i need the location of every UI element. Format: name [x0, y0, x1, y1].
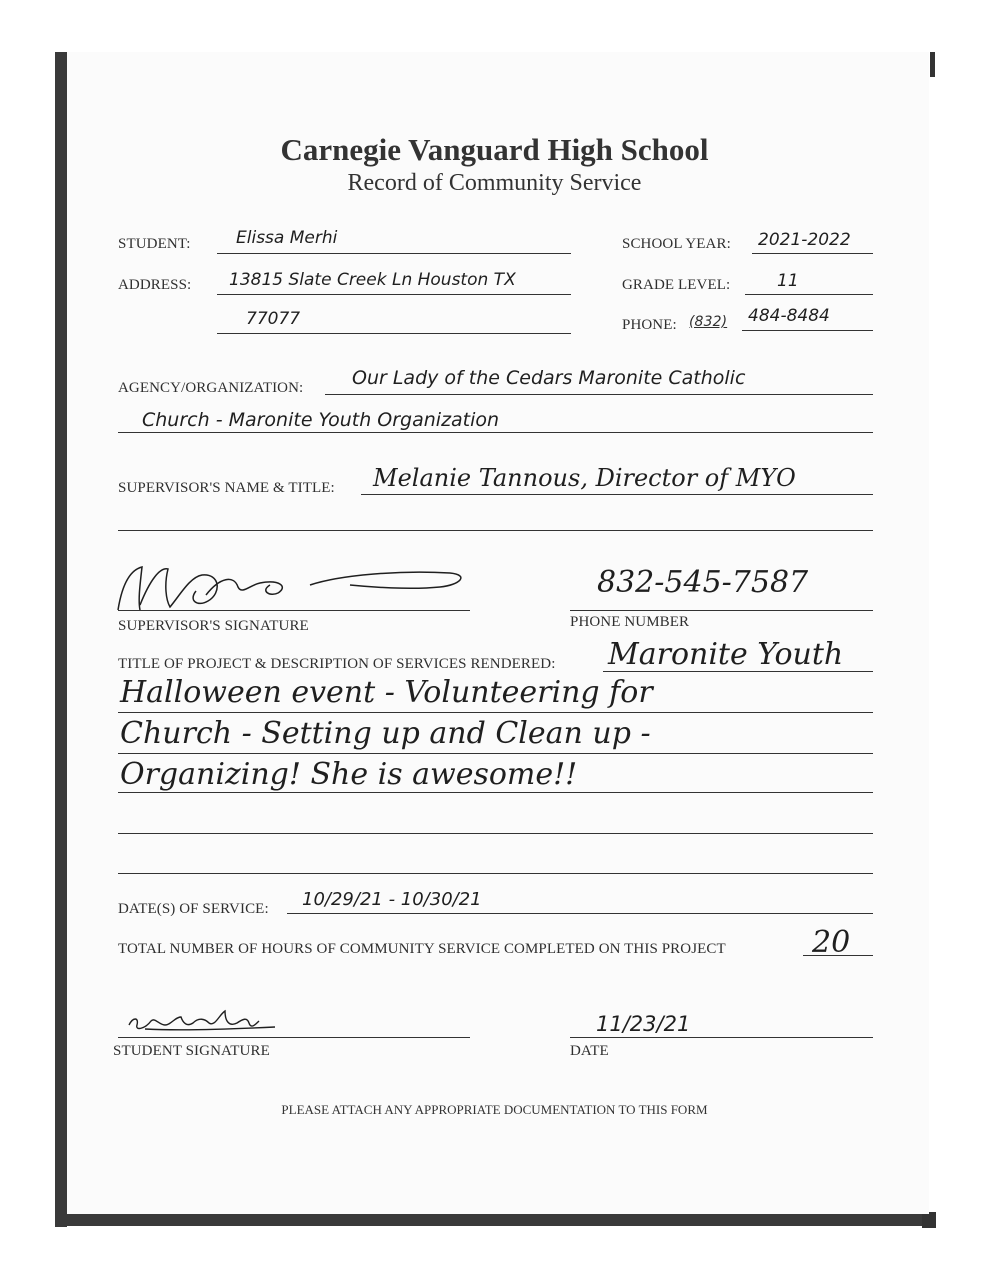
student-signature-mark: [125, 1003, 285, 1038]
dates-label: DATE(S) OF SERVICE:: [118, 901, 269, 917]
phone-number-label: PHONE NUMBER: [570, 614, 690, 630]
agency-line-1: [325, 394, 873, 395]
scan-border-bottom: [55, 1214, 935, 1226]
project-line-5: [118, 833, 873, 834]
address-line-1: [217, 294, 571, 295]
student-signature-line: [118, 1037, 470, 1038]
supervisor-signature-mark: [110, 555, 490, 615]
grade-level-value: 11: [777, 271, 799, 291]
agency-line-2: [118, 432, 873, 433]
scan-border-left: [55, 52, 67, 1227]
agency-value-2: Church - Maronite Youth Organization: [142, 409, 500, 431]
address-line-2: [217, 333, 571, 334]
supervisor-phone-value: 832-545-7587: [597, 565, 809, 600]
project-value-1: Maronite Youth: [608, 637, 844, 672]
project-line-6: [118, 873, 873, 874]
student-value: Elissa Merhi: [236, 228, 338, 248]
address-value-2: 77077: [246, 309, 301, 329]
school-name: Carnegie Vanguard High School: [280, 132, 709, 167]
phone-label: PHONE:: [622, 317, 677, 333]
project-line-2: [118, 712, 873, 713]
signed-date-value: 11/23/21: [596, 1012, 691, 1036]
total-hours-label: TOTAL NUMBER OF HOURS OF COMMUNITY SERVICE COMPLETED ON THIS PROJECT: [118, 941, 726, 957]
student-line: [217, 253, 571, 254]
project-value-2: Halloween event - Volunteering for: [120, 675, 653, 710]
school-year-value: 2021-2022: [758, 230, 851, 250]
project-value-4: Organizing! She is awesome!!: [120, 757, 578, 792]
dates-value: 10/29/21 - 10/30/21: [302, 889, 482, 910]
supervisor-extra-line: [118, 530, 873, 531]
supervisor-name-value: Melanie Tannous, Director of MYO: [373, 464, 796, 492]
scan-border-right: [930, 52, 935, 77]
scan-border-corner: [922, 1212, 936, 1228]
phone-area-value: (832): [689, 314, 728, 330]
total-hours-value: 20: [812, 925, 851, 960]
address-label: ADDRESS:: [118, 277, 192, 293]
project-value-3: Church - Setting up and Clean up -: [120, 716, 651, 751]
agency-value-1: Our Lady of the Cedars Maronite Catholic: [352, 367, 746, 389]
phone-line: [742, 330, 873, 331]
school-year-label: SCHOOL YEAR:: [622, 236, 731, 252]
project-label: TITLE OF PROJECT & DESCRIPTION OF SERVICES RENDERED:: [118, 656, 556, 672]
student-signature-label: STUDENT SIGNATURE: [113, 1043, 270, 1059]
agency-label: AGENCY/ORGANIZATION:: [118, 380, 304, 396]
grade-level-label: GRADE LEVEL:: [622, 277, 731, 293]
supervisor-phone-line: [570, 610, 873, 611]
form-title: Record of Community Service: [347, 170, 642, 196]
attachment-note: PLEASE ATTACH ANY APPROPRIATE DOCUMENTATION TO THIS FORM: [281, 1102, 708, 1117]
supervisor-signature-label: SUPERVISOR'S SIGNATURE: [118, 618, 309, 634]
supervisor-name-line: [361, 494, 873, 495]
school-year-line: [752, 253, 873, 254]
dates-line: [287, 913, 873, 914]
phone-value: 484-8484: [748, 306, 830, 326]
supervisor-signature-line: [118, 610, 470, 611]
supervisor-name-label: SUPERVISOR'S NAME & TITLE:: [118, 480, 335, 496]
project-line-4: [118, 792, 873, 793]
project-line-3: [118, 753, 873, 754]
student-label: STUDENT:: [118, 236, 191, 252]
date-line: [570, 1037, 873, 1038]
address-value-1: 13815 Slate Creek Ln Houston TX: [229, 270, 516, 290]
date-label: DATE: [570, 1043, 609, 1059]
grade-level-line: [745, 294, 873, 295]
